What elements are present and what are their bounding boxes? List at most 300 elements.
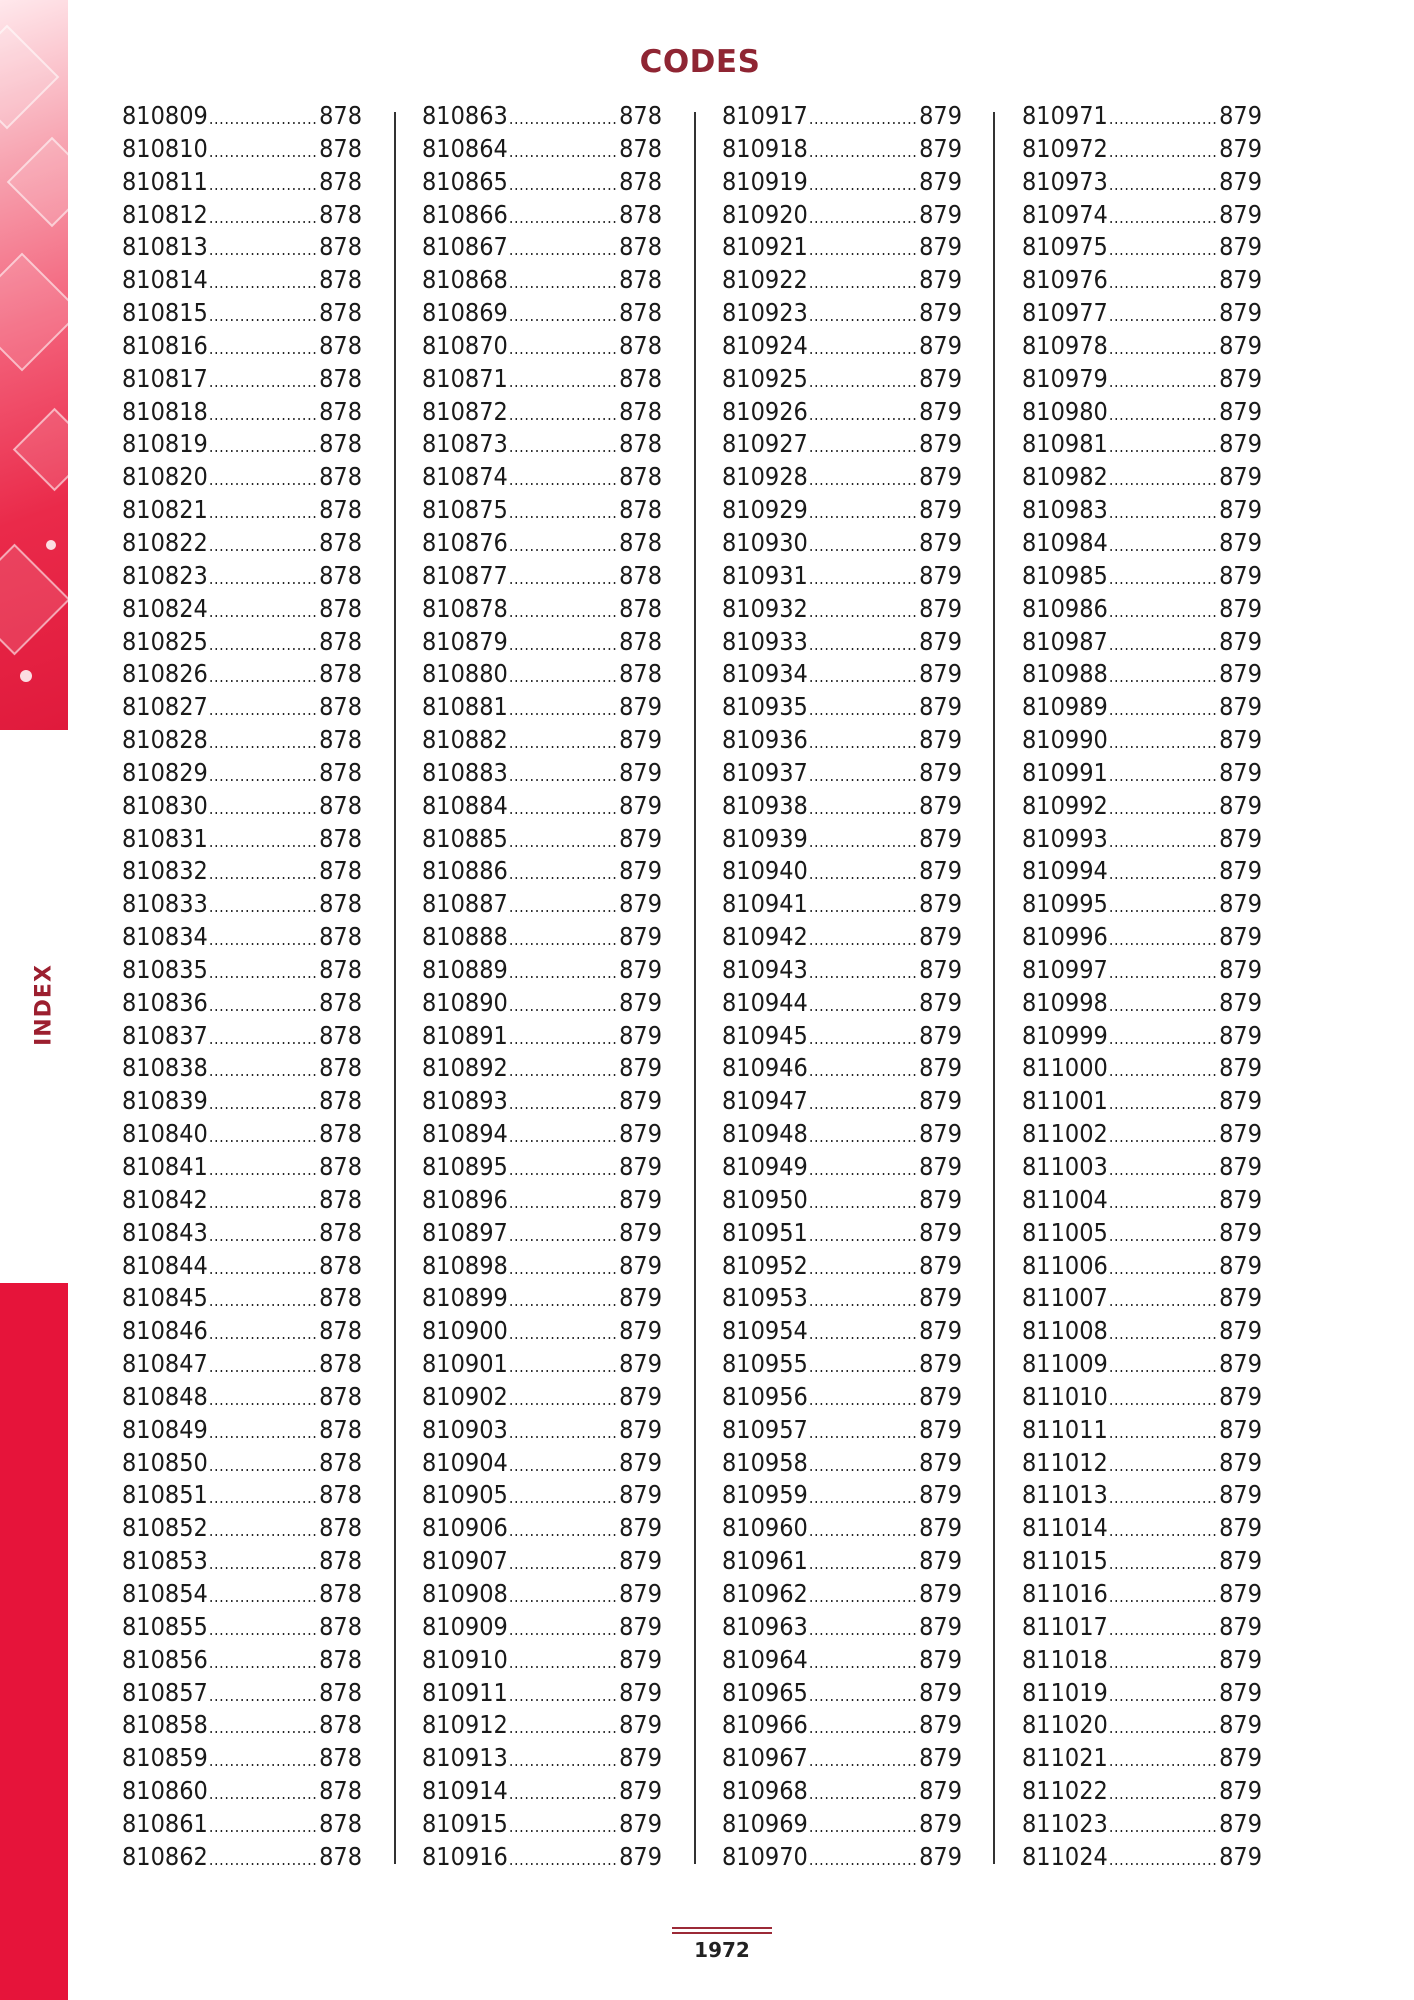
index-entry	[122, 1250, 362, 1283]
dot-leader	[209, 1844, 318, 1877]
entry-page: 879	[1219, 298, 1262, 328]
index-entry	[1022, 1184, 1262, 1217]
index-entry	[422, 1315, 662, 1348]
dot-leader	[509, 202, 618, 235]
index-entry	[422, 1085, 662, 1118]
index-entry	[122, 1447, 362, 1480]
dot-leader	[209, 1811, 318, 1844]
entry-code: 810908	[422, 1578, 508, 1608]
index-entry	[422, 297, 662, 330]
dot-leader	[209, 563, 318, 596]
entry-page: 879	[919, 363, 962, 393]
dot-leader	[809, 1811, 918, 1844]
entry-code: 810902	[422, 1381, 508, 1411]
index-entry	[722, 396, 962, 429]
entry-code: 811020	[1022, 1710, 1108, 1740]
entry-page: 879	[619, 1546, 662, 1576]
entry-page: 879	[1219, 856, 1262, 886]
entry-code: 810964	[722, 1644, 808, 1674]
entry-code: 810887	[422, 889, 508, 919]
entry-code: 810965	[722, 1677, 808, 1707]
index-entry	[722, 1217, 962, 1250]
entry-page: 878	[619, 527, 662, 557]
entry-page: 878	[619, 133, 662, 163]
entry-page: 879	[1219, 1776, 1262, 1806]
entry-code: 810819	[122, 429, 208, 459]
entry-page: 878	[319, 593, 362, 623]
index-entry	[122, 1348, 362, 1381]
dot-leader	[509, 1023, 618, 1056]
entry-page: 878	[319, 1414, 362, 1444]
entry-page: 878	[319, 1316, 362, 1346]
dot-leader	[509, 1680, 618, 1713]
index-entry	[1022, 1479, 1262, 1512]
entry-code: 810846	[122, 1316, 208, 1346]
index-entry	[422, 691, 662, 724]
entry-code: 810972	[1022, 133, 1108, 163]
dot-leader	[509, 366, 618, 399]
index-entry	[122, 1479, 362, 1512]
entry-page: 879	[919, 1119, 962, 1149]
entry-code: 810838	[122, 1053, 208, 1083]
index-entry	[1022, 1512, 1262, 1545]
entry-page: 879	[919, 790, 962, 820]
entry-code: 810883	[422, 757, 508, 787]
entry-code: 810946	[722, 1053, 808, 1083]
entry-code: 810989	[1022, 692, 1108, 722]
dot-leader	[509, 300, 618, 333]
index-entry	[722, 724, 962, 757]
entry-page: 878	[619, 232, 662, 262]
entry-page: 879	[1219, 790, 1262, 820]
index-entry	[122, 100, 362, 133]
dot-leader	[209, 136, 318, 169]
index-entry	[422, 494, 662, 527]
entry-page: 879	[1219, 1480, 1262, 1510]
dot-leader	[809, 1088, 918, 1121]
entry-page: 878	[319, 1349, 362, 1379]
entry-code: 810825	[122, 626, 208, 656]
index-entry	[1022, 1447, 1262, 1480]
index-entry	[122, 1315, 362, 1348]
index-entry	[722, 1644, 962, 1677]
dot-leader	[209, 957, 318, 990]
decor-dot	[46, 540, 56, 550]
dot-leader	[809, 891, 918, 924]
index-entry	[722, 823, 962, 856]
entry-page: 879	[919, 166, 962, 196]
index-entry	[122, 1085, 362, 1118]
dot-leader	[809, 1417, 918, 1450]
entry-code: 810991	[1022, 757, 1108, 787]
dot-leader	[1109, 891, 1218, 924]
dot-leader	[209, 267, 318, 300]
entry-code: 810873	[422, 429, 508, 459]
index-entry	[722, 658, 962, 691]
dot-leader	[809, 431, 918, 464]
index-entry	[122, 1611, 362, 1644]
index-entry	[122, 527, 362, 560]
index-entry	[1022, 1348, 1262, 1381]
entry-page: 879	[919, 1316, 962, 1346]
entry-page: 879	[1219, 1743, 1262, 1773]
entry-page: 879	[1219, 330, 1262, 360]
dot-leader	[809, 300, 918, 333]
index-entry	[1022, 494, 1262, 527]
dot-leader	[509, 924, 618, 957]
index-entry	[122, 428, 362, 461]
entry-page: 879	[919, 1546, 962, 1576]
entry-page: 879	[1219, 593, 1262, 623]
dot-leader	[1109, 924, 1218, 957]
entry-page: 879	[619, 790, 662, 820]
entry-page: 879	[619, 1677, 662, 1707]
entry-code: 810994	[1022, 856, 1108, 886]
dot-leader	[209, 1351, 318, 1384]
dot-leader	[209, 1745, 318, 1778]
index-entry	[122, 1578, 362, 1611]
entry-code: 810973	[1022, 166, 1108, 196]
index-entry	[1022, 396, 1262, 429]
dot-leader	[509, 1844, 618, 1877]
entry-code: 810815	[122, 298, 208, 328]
entry-page: 879	[919, 298, 962, 328]
dot-leader	[509, 1614, 618, 1647]
entry-page: 878	[319, 1644, 362, 1674]
entry-page: 878	[319, 429, 362, 459]
dot-leader	[1109, 661, 1218, 694]
entry-code: 810870	[422, 330, 508, 360]
dot-leader	[209, 202, 318, 235]
dot-leader	[1109, 1811, 1218, 1844]
entry-code: 810818	[122, 396, 208, 426]
entry-code: 810948	[722, 1119, 808, 1149]
entry-page: 878	[319, 790, 362, 820]
dot-leader	[509, 234, 618, 267]
entry-page: 879	[919, 1250, 962, 1280]
entry-page: 879	[919, 1743, 962, 1773]
index-entry	[422, 1545, 662, 1578]
entry-page: 879	[919, 626, 962, 656]
index-entry	[1022, 363, 1262, 396]
dot-leader	[809, 563, 918, 596]
dot-leader	[1109, 1647, 1218, 1680]
entry-code: 810866	[422, 199, 508, 229]
index-entry	[422, 1020, 662, 1053]
entry-code: 811017	[1022, 1611, 1108, 1641]
entry-code: 810961	[722, 1546, 808, 1576]
index-entry	[122, 724, 362, 757]
dot-leader	[1109, 431, 1218, 464]
entry-page: 878	[319, 298, 362, 328]
index-entry	[122, 1414, 362, 1447]
entry-code: 810872	[422, 396, 508, 426]
dot-leader	[1109, 826, 1218, 859]
entry-page: 878	[619, 560, 662, 590]
dot-leader	[509, 1121, 618, 1154]
entry-page: 878	[319, 330, 362, 360]
dot-leader	[1109, 1023, 1218, 1056]
dot-leader	[809, 1187, 918, 1220]
entry-page: 879	[1219, 1316, 1262, 1346]
entry-page: 878	[319, 922, 362, 952]
entry-code: 810931	[722, 560, 808, 590]
index-entry	[722, 1742, 962, 1775]
index-entry	[422, 823, 662, 856]
dot-leader	[809, 366, 918, 399]
dot-leader	[509, 1417, 618, 1450]
entry-page: 878	[319, 1546, 362, 1576]
entry-page: 879	[919, 1644, 962, 1674]
entry-code: 810928	[722, 462, 808, 492]
entry-code: 810895	[422, 1152, 508, 1181]
dot-leader	[1109, 1121, 1218, 1154]
index-entry	[1022, 297, 1262, 330]
entry-page: 879	[919, 757, 962, 787]
dot-leader	[509, 1515, 618, 1548]
index-entry	[722, 1841, 962, 1874]
entry-code: 810864	[422, 133, 508, 163]
entry-page: 878	[319, 823, 362, 853]
index-entry	[722, 1578, 962, 1611]
dot-leader	[1109, 1384, 1218, 1417]
entry-page: 878	[319, 757, 362, 787]
dot-leader	[809, 694, 918, 727]
index-entry	[422, 1250, 662, 1283]
dot-leader	[1109, 727, 1218, 760]
dot-leader	[809, 1450, 918, 1483]
index-entry	[722, 1447, 962, 1480]
footer-rule	[672, 1927, 772, 1929]
dot-leader	[209, 1417, 318, 1450]
dot-leader	[809, 530, 918, 563]
entry-code: 810855	[122, 1611, 208, 1641]
dot-leader	[809, 234, 918, 267]
index-entry	[722, 1020, 962, 1053]
entry-page: 879	[619, 1250, 662, 1280]
entry-page: 879	[619, 1513, 662, 1543]
entry-page: 879	[919, 889, 962, 919]
entry-code: 810905	[422, 1480, 508, 1510]
column-divider	[394, 112, 396, 1864]
entry-page: 879	[1219, 396, 1262, 426]
entry-page: 879	[919, 1381, 962, 1411]
entry-page: 879	[1219, 166, 1262, 196]
index-entry	[122, 987, 362, 1020]
entry-page: 879	[619, 1578, 662, 1608]
entry-code: 810959	[722, 1480, 808, 1510]
entry-page: 879	[919, 692, 962, 722]
index-entry	[122, 593, 362, 626]
index-entry	[1022, 888, 1262, 921]
entry-code: 810884	[422, 790, 508, 820]
entry-code: 810979	[1022, 363, 1108, 393]
entry-page: 878	[319, 626, 362, 656]
entry-page: 878	[319, 1283, 362, 1313]
index-entry	[722, 1709, 962, 1742]
index-entry	[422, 658, 662, 691]
entry-code: 810892	[422, 1053, 508, 1083]
index-entry	[1022, 626, 1262, 659]
entry-page: 878	[619, 593, 662, 623]
dot-leader	[509, 333, 618, 366]
entry-code: 810920	[722, 199, 808, 229]
dot-leader	[509, 1154, 618, 1187]
index-entry	[422, 1151, 662, 1184]
entry-page: 879	[1219, 1250, 1262, 1280]
entry-page: 879	[919, 560, 962, 590]
entry-code: 810933	[722, 626, 808, 656]
entry-page: 879	[1219, 1677, 1262, 1707]
index-entry	[122, 1677, 362, 1710]
dot-leader	[1109, 793, 1218, 826]
dot-leader	[809, 1680, 918, 1713]
index-entry	[422, 626, 662, 659]
dot-leader	[809, 1745, 918, 1778]
entry-page: 879	[1219, 757, 1262, 787]
entry-code: 810869	[422, 298, 508, 328]
index-entry	[422, 724, 662, 757]
entry-page: 879	[619, 1611, 662, 1641]
entry-code: 810982	[1022, 462, 1108, 492]
index-entry	[722, 921, 962, 954]
entry-code: 810890	[422, 987, 508, 1017]
dot-leader	[1109, 629, 1218, 662]
dot-leader	[1109, 1778, 1218, 1811]
index-entry	[1022, 757, 1262, 790]
entry-code: 810995	[1022, 889, 1108, 919]
dot-leader	[209, 1647, 318, 1680]
entry-code: 810898	[422, 1250, 508, 1280]
entry-page: 878	[319, 954, 362, 984]
entry-code: 811014	[1022, 1513, 1108, 1543]
entry-code: 810990	[1022, 725, 1108, 755]
index-entry	[422, 1644, 662, 1677]
entry-code: 811000	[1022, 1053, 1108, 1083]
dot-leader	[1109, 1285, 1218, 1318]
index-entry	[1022, 527, 1262, 560]
index-entry	[1022, 987, 1262, 1020]
entry-code: 810980	[1022, 396, 1108, 426]
entry-code: 810901	[422, 1349, 508, 1379]
entry-code: 810954	[722, 1316, 808, 1346]
dot-leader	[1109, 366, 1218, 399]
index-entry	[122, 790, 362, 823]
entry-page: 879	[919, 1349, 962, 1379]
index-entry	[722, 691, 962, 724]
index-entry	[422, 1052, 662, 1085]
dot-leader	[809, 1647, 918, 1680]
dot-leader	[1109, 563, 1218, 596]
entry-page: 879	[619, 1808, 662, 1838]
index-entry	[422, 593, 662, 626]
index-entry	[1022, 231, 1262, 264]
entry-code: 810877	[422, 560, 508, 590]
dot-leader	[1109, 1680, 1218, 1713]
entry-code: 810830	[122, 790, 208, 820]
entry-code: 810899	[422, 1283, 508, 1313]
entry-page: 878	[319, 1119, 362, 1149]
index-entry	[422, 1447, 662, 1480]
index-entry	[722, 1414, 962, 1447]
index-entry	[722, 855, 962, 888]
dot-leader	[509, 629, 618, 662]
entry-code: 811002	[1022, 1119, 1108, 1149]
dot-leader	[1109, 399, 1218, 432]
index-entry	[1022, 790, 1262, 823]
index-entry	[722, 166, 962, 199]
index-entry	[722, 987, 962, 1020]
index-entry	[122, 1217, 362, 1250]
entry-code: 810836	[122, 987, 208, 1017]
entry-code: 810881	[422, 692, 508, 722]
entry-code: 810874	[422, 462, 508, 492]
entry-code: 810919	[722, 166, 808, 196]
index-entry	[1022, 691, 1262, 724]
entry-code: 810987	[1022, 626, 1108, 656]
entry-code: 810845	[122, 1283, 208, 1313]
entry-code: 810821	[122, 495, 208, 525]
entry-code: 810852	[122, 1513, 208, 1543]
index-entry	[722, 1381, 962, 1414]
entry-page: 878	[319, 133, 362, 163]
dot-leader	[509, 563, 618, 596]
entry-page: 878	[619, 330, 662, 360]
index-entry	[122, 823, 362, 856]
entry-code: 810878	[422, 593, 508, 623]
entry-code: 810886	[422, 856, 508, 886]
index-entry	[1022, 823, 1262, 856]
entry-code: 810969	[722, 1808, 808, 1838]
entry-code: 810932	[722, 593, 808, 623]
decor-dot	[20, 670, 32, 682]
index-column-1	[122, 100, 362, 1874]
dot-leader	[509, 1647, 618, 1680]
entry-page: 879	[1219, 495, 1262, 525]
index-entry	[1022, 1315, 1262, 1348]
entry-page: 878	[619, 265, 662, 295]
entry-page: 879	[919, 593, 962, 623]
entry-page: 879	[1219, 1578, 1262, 1608]
entry-page: 878	[319, 1152, 362, 1181]
dot-leader	[809, 1253, 918, 1286]
entry-page: 879	[1219, 1841, 1262, 1871]
entry-page: 879	[919, 1710, 962, 1740]
entry-page: 879	[1219, 1447, 1262, 1477]
index-entry	[1022, 1644, 1262, 1677]
dot-leader	[1109, 202, 1218, 235]
entry-code: 810820	[122, 462, 208, 492]
index-entry	[422, 1479, 662, 1512]
dot-leader	[809, 1515, 918, 1548]
index-entry	[122, 888, 362, 921]
dot-leader	[209, 990, 318, 1023]
dot-leader	[509, 1055, 618, 1088]
entry-page: 879	[619, 1414, 662, 1444]
index-entry	[422, 560, 662, 593]
dot-leader	[509, 826, 618, 859]
dot-leader	[809, 399, 918, 432]
index-entry	[722, 1315, 962, 1348]
dot-leader	[209, 793, 318, 826]
entry-page: 878	[319, 1053, 362, 1083]
column-divider	[694, 112, 696, 1864]
dot-leader	[809, 1384, 918, 1417]
dot-leader	[209, 760, 318, 793]
dot-leader	[509, 1088, 618, 1121]
entry-code: 810936	[722, 725, 808, 755]
index-entry	[422, 1578, 662, 1611]
